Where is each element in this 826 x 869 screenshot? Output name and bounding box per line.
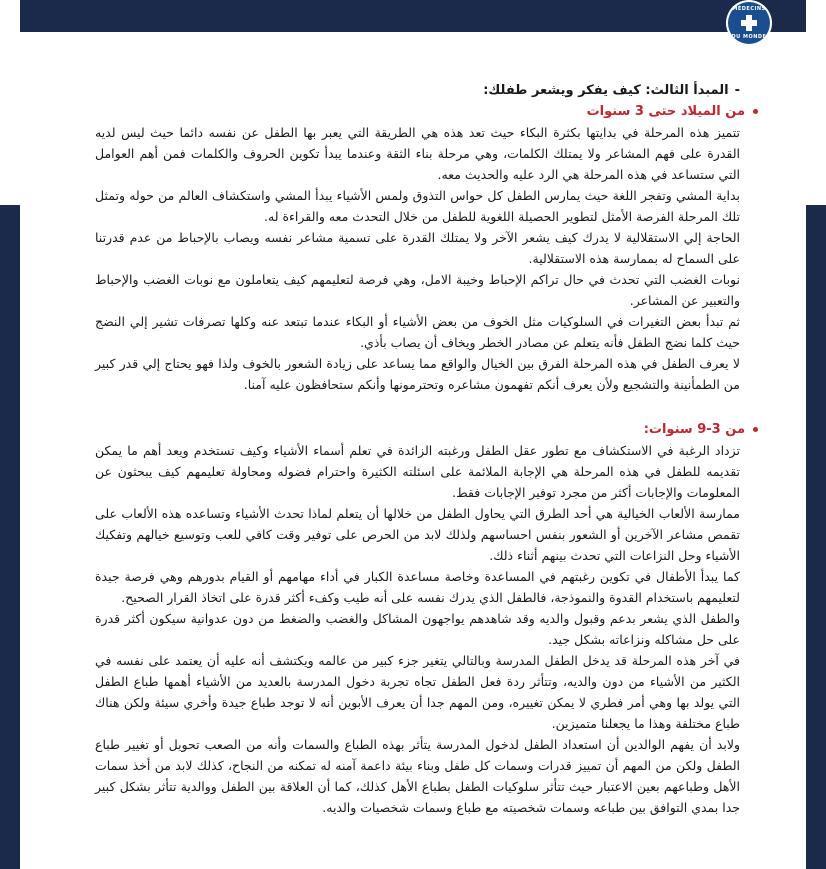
paragraph: تزداد الرغبة في الاستكشاف مع تطور عقل الطفل ورغبته الزائدة في تعلم أسماء الأشياء وكيف تستخدم ويعد أهم ما يمكن تقديمه للطفل في هذه المرحلة هي الإجابة الملائمة على اسئلته الكثيرة واحترام فضوله ومحاولة تعليمهم كيف يبحثون عن المعلومات والإجابات أكثر من مجرد توفير الإجابات فقط.	[95, 443, 740, 500]
medical-cross-icon	[741, 15, 757, 31]
paragraph: ولابد أن يفهم الوالدين أن استعداد الطفل لدخول المدرسة يتأثر بهذه الطباع والسمات وأنه من الصعب تحويل أو تغيير طباع الطفل ولكن من المهم أن تمييز قدرات وسمات كل طفل وبناء بيئة داعمة آمنه له تمكنه من النجاح، كذلك لابد من أخذ سمات الأهل وطباعهم بعين الاعتبار حيث تتأثر سلوكيات الطفل بطباع الأهل كذلك، كما أن العلاقة بين الطفل ووالدية تتأثر بشكل كبير جدا بمدي التوافق بين طباعه وسمات شخصيته مع طباع وسمات شخصيات والديه.	[95, 737, 740, 815]
paragraph: ممارسة الألعاب الخيالية هي أحد الطرق التي يحاول الطفل من خلالها أن يتعلم لماذا تحدث الأشياء وتساعده هذه الألعاب على تقمص مشاعر الآخرين أو الشعور بنفس احساسهم ولذلك لابد من الحرص على توفير وقت كافي للعب وتوسيع خيالهم وتفكيك الأشياء وحل النزاعات التي تحدث بينهم أثناء ذلك.	[95, 506, 740, 563]
bullet-icon	[753, 427, 758, 432]
paragraph: تتميز هذه المرحلة في بدايتها بكثرة البكاء حيث تعد هذه هي الطريقة التي يعبر بها الطفل عن نفسه دائما حيث ليس لديه القدرة على فهم المشاعر ولا يمتلك الكلمات، وهي مرحلة بناء الثقة وعندما يبدأ تكوين الحروف والكلمات فمن أهم العوامل التي ستساعد في هذه المرحلة هي الرد عليه والحديث معه.	[95, 125, 740, 182]
paragraph: الحاجة إلي الاستقلالية لا يدرك كيف يشعر الآخر ولا يمتلك القدرة على تسمية مشاعر نفسه ويصاب بالإحباط من عدم قدرتنا على السماح له بممارسة هذه الاستقلالية.	[95, 230, 740, 266]
medecins-du-monde-logo	[728, 2, 770, 44]
paragraph: نوبات الغضب التي تحدث في حال تراكم الإحباط وخيبة الامل، وهي فرصة لتعليمهم كيف يتعاملون مع نوبات الغضب والإحباط والتعبير عن المشاعر.	[95, 272, 740, 308]
paragraph: والطفل الذي يشعر بدعم وقبول والديه وقد شاهدهم يواجهون المشاكل والغضب والضغط من دون عدوانية سيكون أكثر قدرة على حل مشاكله ونزاعاته بشكل جيد.	[95, 611, 740, 647]
paragraph: كما يبدأ الأطفال في تكوين رغبتهم في المساعدة وخاصة مساعدة الكبار في أداء مهامهم أو القيام بدورهم وهي فرصة جيدة لتعليمهم باستخدام القدوة والنموذجة، فالطفل الذي يدرك نفسه على أنه طيب وكفء أكثر قدرة على اتخاذ القرار الصحيح.	[95, 569, 740, 605]
header-bar	[20, 0, 806, 32]
section-heading-3-9	[95, 419, 758, 440]
heading-dash: -	[734, 83, 740, 98]
principle-heading	[95, 80, 740, 101]
paragraph: بداية المشي وتفجر اللغة حيث يمارس الطفل كل حواس التذوق ولمس الأشياء يبدأ المشي واستكشاف العالم من حوله وتمثل تلك المرحلة الفرصة الأمثل لتطوير الحصيلة اللغوية للطفل من خلال التحدث معه والقراءة له.	[95, 188, 740, 224]
section-title: من 3-9 سنوات:	[643, 422, 745, 437]
frame-right-bar	[806, 205, 826, 869]
principle-title: المبدأ الثالث: كيف يفكر ويشعر طفلك:	[483, 83, 729, 98]
section-spacer	[95, 395, 740, 419]
logo-text-top: MÉDECINS	[732, 6, 766, 12]
paragraph: لا يعرف الطفل في هذه المرحلة الفرق بين الخيال والواقع مما يساعد على زيادة الشعور بالخوف ولذا فهو يحتاج إلي قدر كبير من الطمأنينة والتشجيع ولأن يعرف أنكم تفهمون مشاعره وتحترمونها وأنكم ستحافظون عليه آمنا.	[95, 356, 740, 392]
bullet-icon	[753, 109, 758, 114]
logo-text-bottom: DU MONDE	[731, 34, 767, 40]
frame-left-bar	[0, 205, 20, 869]
document-body	[95, 80, 745, 818]
paragraph: ثم تبدأ بعض التغيرات في السلوكيات مثل الخوف من بعض الأشياء أو البكاء عندما تبتعد عنه وكلها تصرفات تشير إلي النضج حيث كلما نضج الطفل فأنه يتعلم عن مصادر الخطر ويخاف أن يصاب بأذي.	[95, 314, 740, 350]
paragraph: في آخر هذه المرحلة قد يدخل الطفل المدرسة وبالتالي يتغير جزء كبير من عالمه ويكتشف أنه عليه أن يعتمد على نفسه في الكثير من الأشياء من دون والديه، وتتأثر ردة فعل الطفل تجاه تجربة دخول المدرسة بالعديد من الأشياء أهمها طباع الطفل التي يولد بها وهي أمر فطري لا يمكن تغييره، ومن المهم جدا أن يعرف الأبوين أنه لا توجد طباع جيدة وأخري سيئة ولكن هناك طباع مختلفة وهذا ما يجعلنا متميزين.	[95, 653, 740, 731]
section-heading-0-3	[95, 101, 758, 122]
section-title: من الميلاد حتى 3 سنوات	[586, 104, 745, 119]
